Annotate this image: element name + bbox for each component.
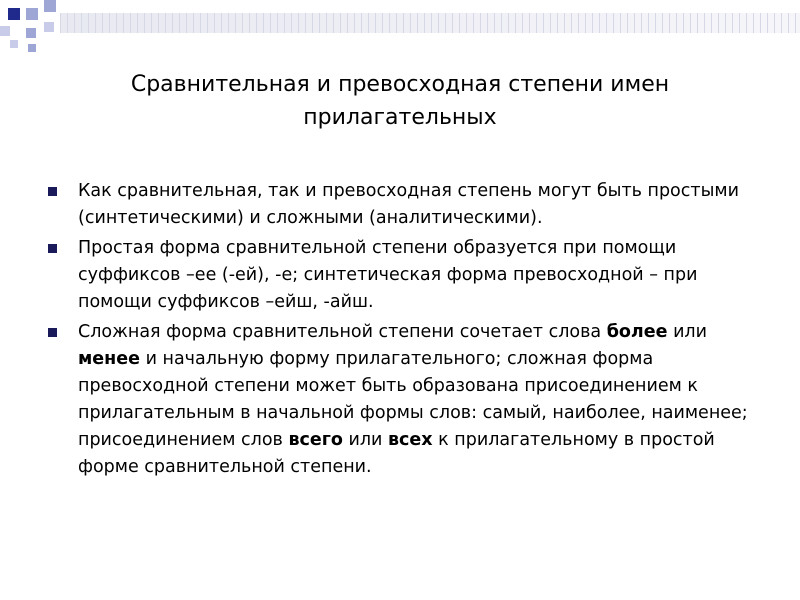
square-bullet-icon	[48, 187, 57, 196]
text-run: или	[667, 322, 707, 342]
bullet-item	[48, 178, 768, 232]
deco-square	[0, 26, 10, 36]
emphasized-word: всех	[387, 430, 433, 450]
deco-square	[8, 8, 20, 20]
bullet-list	[48, 178, 768, 484]
deco-square	[44, 22, 54, 32]
square-bullet-icon	[48, 244, 57, 253]
deco-square	[28, 44, 36, 52]
emphasized-word: менее	[78, 349, 141, 369]
deco-square	[44, 0, 56, 12]
text-run: Сложная форма сравнительной степени сочетает слова	[78, 322, 607, 342]
slide-title: Сравнительная и превосходная степени имен прилагательных	[130, 72, 670, 130]
text-run: Как сравнительная, так и превосходная степень могут быть простыми (синтетическими) и сложными (аналитическими).	[78, 181, 739, 228]
emphasized-word: более	[606, 322, 668, 342]
text-run: или	[342, 430, 388, 450]
text-run: и начальную форму прилагательного; сложная форма превосходной степени может быть образована присоединением к прилагательным в начальной формы слов: самый, наиболее, наименее; присоединением слов	[78, 349, 748, 450]
deco-square	[10, 40, 18, 48]
bullet-item	[48, 235, 768, 316]
bullet-text	[78, 322, 748, 477]
bullet-text	[78, 181, 739, 228]
text-run: к прилагательному в простой форме сравнительной степени.	[78, 430, 715, 477]
bullet-text	[78, 238, 697, 312]
header-stripe	[60, 13, 800, 33]
text-run: Простая форма сравнительной степени образуется при помощи суффиксов –ее (-ей), -е; синтетическая форма превосходной – при помощи суффиксов –ейш, -айш.	[78, 238, 698, 312]
emphasized-word: всего	[288, 430, 343, 450]
bullet-item	[48, 319, 768, 481]
deco-square	[26, 28, 36, 38]
deco-square	[26, 8, 38, 20]
square-bullet-icon	[48, 328, 57, 337]
